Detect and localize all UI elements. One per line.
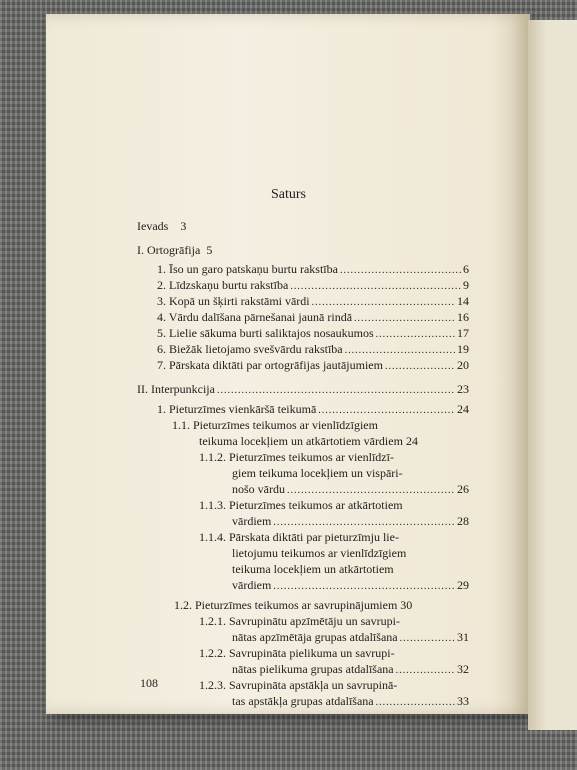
toc-entry-line	[199, 530, 399, 544]
contents-title: Saturs	[271, 187, 306, 202]
toc-entry-page: 29	[457, 578, 469, 592]
toc-entry	[157, 262, 469, 278]
toc-entry-text: nātas pielikuma grupas atdalīšana	[232, 662, 394, 676]
toc-entry-page: 19	[457, 342, 469, 356]
leader-dots	[385, 360, 455, 374]
toc-entry-text: giem teikuma locekļiem un vispāri-	[232, 466, 403, 480]
leader-dots	[376, 696, 455, 710]
toc-entry	[157, 326, 469, 342]
toc-entry-line	[232, 562, 394, 576]
toc-entry-page: 33	[457, 694, 469, 708]
toc-entry-text: II. Interpunkcija	[137, 382, 215, 396]
toc-entry-page: 20	[457, 358, 469, 372]
leader-dots	[287, 484, 455, 498]
toc-entry-line	[232, 546, 406, 560]
toc-entry-line	[232, 662, 469, 678]
leader-dots	[312, 296, 455, 310]
toc-entry-text: teikuma locekļiem un atkārtotiem	[232, 562, 394, 576]
toc-entry-page: 5	[206, 243, 213, 257]
toc-entry	[157, 294, 469, 310]
toc-entry-line	[232, 482, 469, 498]
toc-entry-text: 1.1.4. Pārskata diktāti par pieturzīmju lie-	[199, 530, 399, 544]
toc-entry-text: 1. Īso un garo patskaņu burtu rakstība	[157, 262, 338, 276]
toc-entry-text: 1.2.2. Savrupināta pielikuma un savrupi-	[199, 646, 395, 660]
leader-dots	[273, 580, 455, 594]
toc-entry-line	[199, 434, 469, 448]
leader-dots	[290, 280, 461, 294]
toc-entry-orthography	[137, 243, 212, 257]
toc-entry-text: 3. Kopā un šķirti rakstāmi vārdi	[157, 294, 310, 308]
toc-entry-page: 3	[180, 219, 187, 233]
toc-entry-line	[232, 466, 403, 480]
toc-entry-introduction	[137, 219, 186, 233]
toc-entry-line	[232, 630, 469, 646]
toc-entry-page: 24	[457, 402, 469, 416]
toc-entry-text: lietojumu teikumos ar vienlīdzīgiem	[232, 546, 407, 560]
toc-entry-page: 30	[400, 598, 413, 612]
toc-entry-page: 6	[463, 262, 469, 276]
page-number: 108	[140, 676, 158, 690]
toc-entry-line	[172, 418, 378, 432]
toc-entry-text: 1.2.1. Savrupinātu apzīmētāju un savrupi-	[199, 614, 400, 628]
toc-entry-line	[232, 694, 469, 710]
leader-dots	[273, 516, 455, 530]
toc-entry-page: 24	[405, 434, 418, 448]
toc-entry-line	[199, 450, 394, 464]
toc-entry-text: 6. Biežāk lietojamo svešvārdu rakstība	[157, 342, 343, 356]
toc-entry	[174, 598, 469, 612]
toc-entry-text: 1.2.3. Savrupināta apstākļa un savrupinā-	[199, 678, 398, 692]
toc-entry-text: I. Ortogrāfija	[137, 243, 201, 257]
toc-entry-page: 16	[457, 310, 469, 324]
leader-dots	[396, 664, 455, 678]
toc-entry-page: 17	[457, 326, 469, 340]
toc-entry-text: vārdiem	[232, 514, 272, 528]
toc-entry-line	[232, 514, 469, 530]
toc-entry-line	[199, 498, 403, 512]
toc-entry	[157, 278, 469, 294]
toc-entry	[157, 402, 469, 418]
leader-dots	[345, 344, 455, 358]
leader-dots	[340, 264, 461, 278]
leader-dots	[400, 632, 455, 646]
leader-dots	[376, 328, 455, 342]
toc-entry	[157, 342, 469, 358]
toc-entry-text: 1.2. Pieturzīmes teikumos ar savrupinājumiem	[174, 598, 398, 612]
toc-entry-text: 1.1.3. Pieturzīmes teikumos ar atkārtotiem	[199, 498, 403, 512]
toc-entry-text: 1.1.2. Pieturzīmes teikumos ar vienlīdzī-	[199, 450, 394, 464]
toc-entry-page: 28	[457, 514, 469, 528]
toc-entry-text: nošo vārdu	[232, 482, 285, 496]
toc-entry-text: Ievads	[137, 219, 169, 233]
toc-entry-page: 23	[457, 382, 469, 396]
toc-entry	[157, 358, 469, 374]
toc-entry-text: tas apstākļa grupas atdalīšana	[232, 694, 374, 708]
leader-dots	[318, 404, 455, 418]
toc-entry-text: 2. Līdzskaņu burtu rakstība	[157, 278, 289, 292]
facing-page-edge	[528, 20, 577, 730]
toc-entry-page: 14	[457, 294, 469, 308]
toc-entry-punctuation	[137, 382, 469, 398]
toc-entry-text: nātas apzīmētāja grupas atdalīšana	[232, 630, 398, 644]
toc-entry-page: 9	[463, 278, 469, 292]
leader-dots	[354, 312, 455, 326]
toc-entry-text: 4. Vārdu dalīšana pārnešanai jaunā rindā	[157, 310, 353, 324]
toc-entry-text: 1.1. Pieturzīmes teikumos ar vienlīdzīgiem	[172, 418, 378, 432]
toc-entry-line	[199, 614, 400, 628]
toc-entry	[157, 310, 469, 326]
toc-entry-page: 32	[457, 662, 469, 676]
toc-entry-text: 5. Lielie sākuma burti saliktajos nosaukumos	[157, 326, 374, 340]
toc-entry-line	[232, 578, 469, 594]
toc-entry-line	[199, 678, 397, 692]
toc-entry-text: teikuma locekļiem un atkārtotiem vārdiem	[199, 434, 403, 448]
toc-entry-page: 26	[457, 482, 469, 496]
toc-entry-text: 7. Pārskata diktāti par ortogrāfijas jautājumiem	[157, 358, 383, 372]
leader-dots	[217, 384, 455, 398]
toc-entry-text: vārdiem	[232, 578, 272, 592]
toc-entry-line	[199, 646, 395, 660]
toc-entry-page: 31	[457, 630, 469, 644]
toc-entry-text: 1. Pieturzīmes vienkāršā teikumā	[157, 402, 317, 416]
